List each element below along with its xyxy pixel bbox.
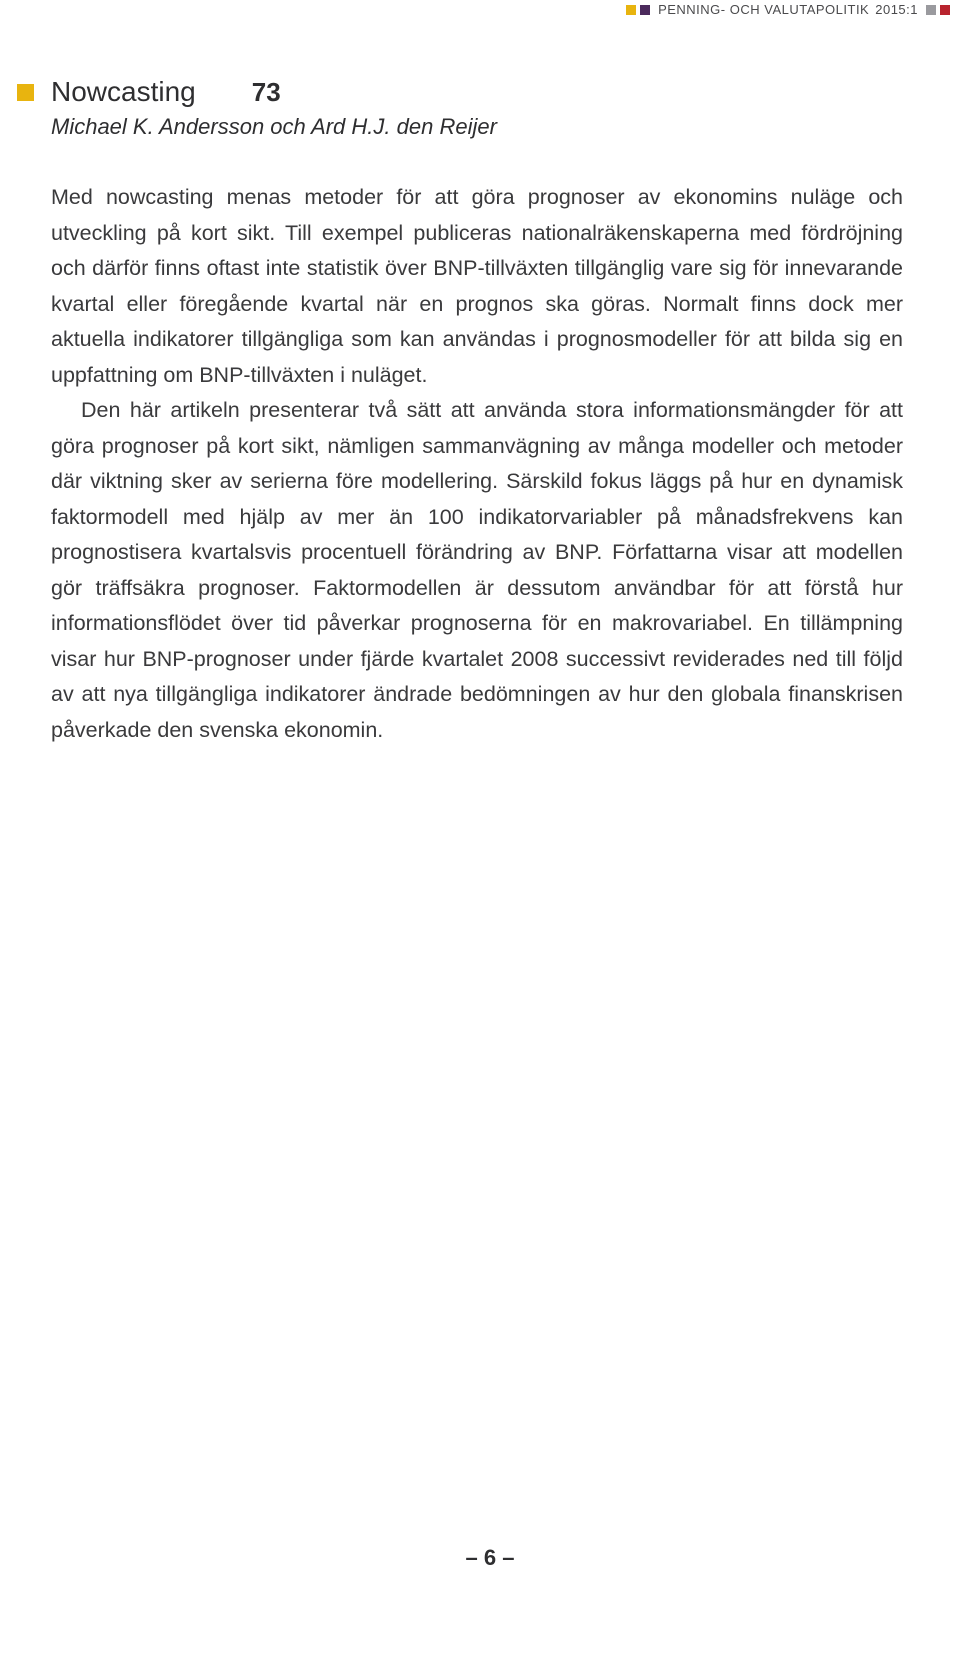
gray-square-icon	[926, 5, 936, 15]
article-title: Nowcasting	[51, 76, 196, 107]
publication-name: PENNING- OCH VALUTAPOLITIK	[658, 2, 870, 17]
title-marker-icon	[17, 84, 34, 101]
running-header	[626, 2, 950, 17]
title-row	[17, 72, 917, 112]
article-page-reference: 73	[251, 76, 281, 107]
article-abstract	[51, 180, 903, 748]
article-header	[17, 72, 917, 139]
red-square-icon	[940, 5, 950, 15]
paragraph-1: Med nowcasting menas metoder för att göra prognoser av ekonomins nuläge och utveckling på kort sikt. Till exempel publiceras nationalräkenskaperna med fördröjning och därför finns oftast inte statistik över BNP-tillväxten tillgänglig vare sig för innevarande kvartal eller föregående kvartal när en prognos ska göras. Normalt finns dock mer aktuella indikatorer tillgängliga som kan användas i prognosmodeller för att bilda sig en uppfattning om BNP-tillväxten i nuläget.	[51, 185, 903, 387]
issue-number: 2015:1	[875, 2, 918, 17]
article-authors: Michael K. Andersson och Ard H.J. den Reijer	[51, 114, 497, 139]
page-number-footer	[0, 1545, 960, 1571]
page-number: – 6 –	[465, 1545, 515, 1570]
yellow-square-icon	[626, 5, 636, 15]
purple-square-icon	[640, 5, 650, 15]
running-header-text	[658, 2, 918, 17]
paragraph-2: Den här artikeln presenterar två sätt att använda stora informationsmängder för att göra prognoser på kort sikt, nämligen sammanvägning av många modeller och metoder där viktning sker av serierna före modellering. Särskild fokus läggs på hur en dynamisk faktormodell med hjälp av mer än 100 indikatorvariabler på månadsfrekvens kan prognostisera kvartalsvis procentuell förändring av BNP. Författarna visar att modellen gör träffsäkra prognoser. Faktormodellen är dessutom användbar för att förstå hur informationsflödet över tid påverkar prognoserna för en makrovariabel. En tillämpning visar hur BNP-prognoser under fjärde kvartalet 2008 successivt reviderades ned till följd av att nya tillgängliga indikatorer ändrade bedömningen av hur den globala finanskrisen påverkade den svenska ekonomin.	[51, 398, 903, 742]
